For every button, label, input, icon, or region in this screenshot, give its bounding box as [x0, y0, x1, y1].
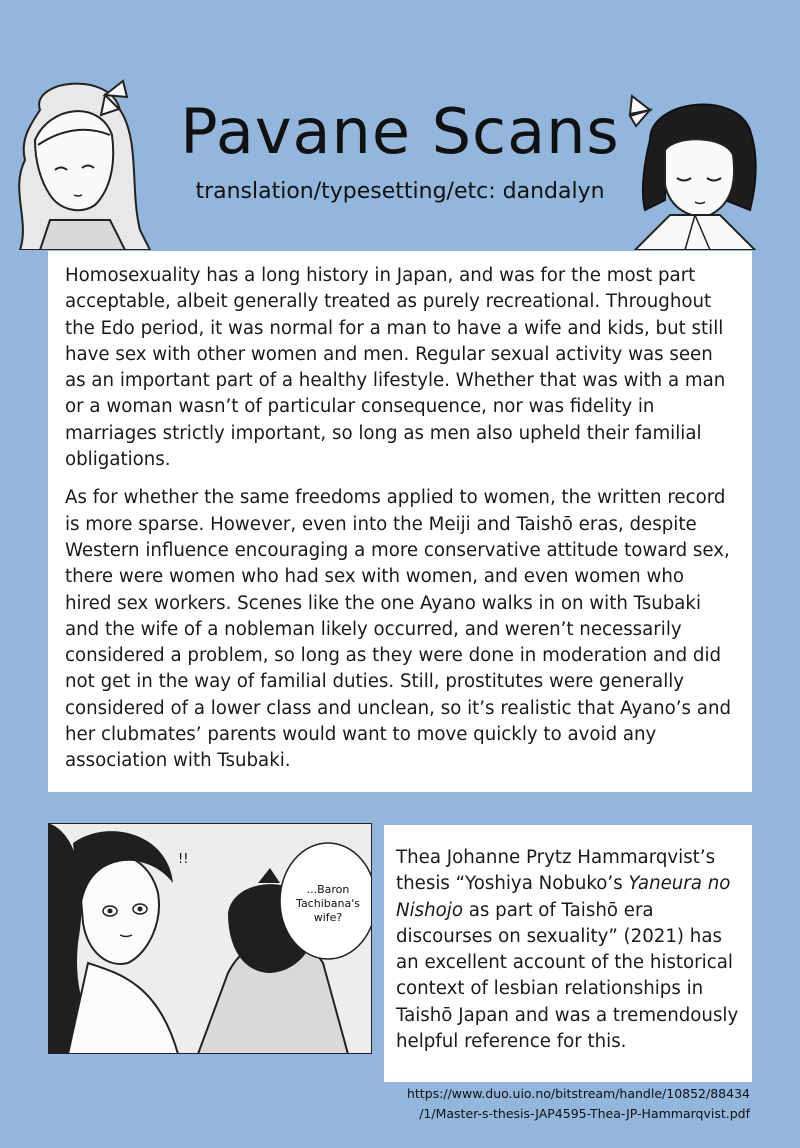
speech-line-3: wife?: [313, 911, 343, 924]
speech-line-1: ...Baron: [306, 883, 350, 896]
exclaim-mark: !!: [178, 852, 189, 867]
reference-url-line-2[interactable]: /1/Master-s-thesis-JAP4595-Thea-JP-Hammarqvist.pdf: [419, 1106, 750, 1121]
manga-panel-art: [48, 823, 372, 1054]
reference-book-title: Yaneura no Nishojo: [396, 873, 731, 921]
paragraph-history: Homosexuality has a long history in Japan, and was for the most part acceptable, albeit generally treated as purely recreational. Throughout the Edo period, it was normal for a man to have a wife and kids, but still have sex with other women and men. Regular sexual activity was seen as an important part of a healthy lifestyle. Whether that was with a man or a woman wasn’t of particular consequence, nor was fidelity in marriages strictly important, so long as men also upheld their familial obligations.: [65, 265, 726, 471]
credits-line: translation/typesetting/etc: dandalyn: [195, 179, 605, 204]
reference-url-line-1[interactable]: https://www.duo.uio.no/bitstream/handle/10852/88434: [406, 1086, 750, 1101]
reference-text-end: as part of Taishō era discourses on sexuality” (2021) has an excellent account of the historical context of lesbian relationships in Taishō Japan and was a tremendously helpful reference for this.: [396, 899, 739, 1053]
page-title: Pavane Scans: [180, 95, 620, 168]
speech-line-2: Tachibana's: [296, 897, 360, 910]
paragraph-women: As for whether the same freedoms applied to women, the written record is more sparse. However, even into the Meiji and Taishō eras, despite Western influence encouraging a more conservative attitude toward sex, there were women who had sex with women, and even women who hired sex workers. Scenes like the one Ayano walks in on with Tsubaki and the wife of a nobleman likely occurred, and weren’t necessarily considered a problem, so long as they were done in moderation and did not get in the way of familial duties. Still, prostitutes were generally considered of a lower class and unclean, so it’s realistic that Ayano’s and her clubmates’ parents would want to move quickly to avoid any association with Tsubaki.: [65, 487, 732, 772]
manga-panel: [48, 823, 372, 1054]
main-text-box: [48, 251, 752, 792]
reference-text-box: [384, 825, 752, 1082]
reference-text-start: Thea Johanne Prytz Hammarqvist’s thesis “Yoshiya Nobuko’s: [396, 847, 716, 895]
